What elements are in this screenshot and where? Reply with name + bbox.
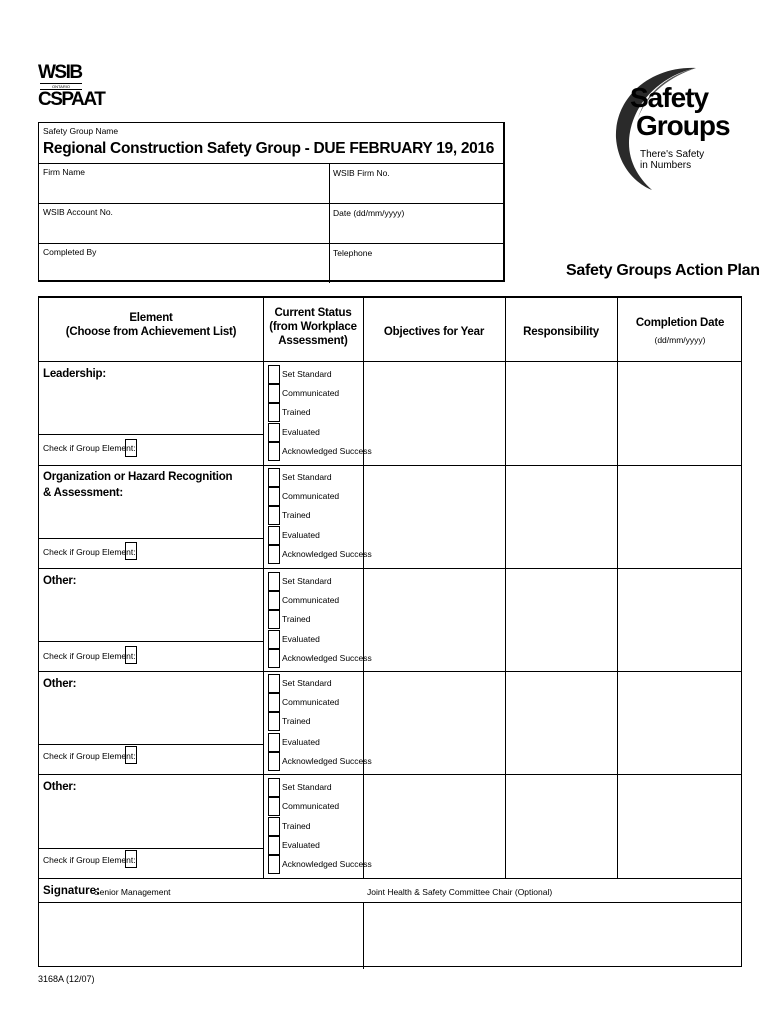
row-5-element-title: Other: xyxy=(43,781,77,793)
col-header-element xyxy=(39,311,263,339)
status-label: Evaluated xyxy=(282,737,320,747)
col-header-responsibility: Responsibility xyxy=(523,326,599,338)
status-label: Acknowledged Success xyxy=(282,549,372,559)
signature-senior-management-label: Senior Management xyxy=(94,887,171,897)
wsib-logo-ontario: ONTARIO xyxy=(40,83,82,90)
row-3-status-acknowledged[interactable] xyxy=(268,649,372,668)
status-label: Trained xyxy=(282,510,311,520)
status-label: Communicated xyxy=(282,697,340,707)
row-4-status-evaluated[interactable] xyxy=(268,733,364,752)
status-label: Set Standard xyxy=(282,369,332,379)
row-1-status-set-standard[interactable] xyxy=(268,365,364,384)
status-label: Set Standard xyxy=(282,472,332,482)
col-header-element-line2: (Choose from Achievement List) xyxy=(65,326,237,338)
safety-logo-word: Safety xyxy=(630,82,709,113)
row-2-status-trained[interactable] xyxy=(268,506,364,525)
status-label: Communicated xyxy=(282,801,340,811)
row-2-status-communicated[interactable] xyxy=(268,487,364,506)
wsib-logo-text: WSIB xyxy=(38,62,82,83)
row-3-element-title: Other: xyxy=(43,575,77,587)
col-header-completion-format: (dd/mm/yyyy) xyxy=(654,335,706,345)
row-2-status-set-standard[interactable] xyxy=(268,468,364,487)
status-label: Communicated xyxy=(282,388,340,398)
status-label: Set Standard xyxy=(282,678,332,688)
row-1-status-communicated[interactable] xyxy=(268,384,364,403)
row-2-element-title xyxy=(43,469,232,501)
status-label: Communicated xyxy=(282,595,340,605)
status-label: Evaluated xyxy=(282,840,320,850)
account-no-label: WSIB Account No. xyxy=(43,207,113,217)
col-header-status-line2: (from Workplace xyxy=(269,321,357,333)
safety-groups-logo xyxy=(600,62,740,202)
col-header-status xyxy=(263,306,363,348)
col-header-element-line1: Element xyxy=(129,312,173,324)
row-4-group-check-label: Check if Group Element: xyxy=(43,751,136,761)
signature-label: Signature: xyxy=(43,885,100,897)
row-4-status-trained[interactable] xyxy=(268,712,364,731)
row-2-element-title-line2: & Assessment: xyxy=(43,487,124,499)
row-3-status-trained[interactable] xyxy=(268,610,364,629)
row-4-group-checkbox[interactable] xyxy=(125,746,137,764)
header-info-box xyxy=(38,122,505,282)
row-3-status-set-standard[interactable] xyxy=(268,572,364,591)
col-header-completion: Completion Date xyxy=(635,317,725,329)
status-label: Trained xyxy=(282,407,311,417)
status-label: Trained xyxy=(282,716,311,726)
status-label: Evaluated xyxy=(282,530,320,540)
firm-no-label: WSIB Firm No. xyxy=(333,168,390,178)
groups-logo-word: Groups xyxy=(636,110,730,141)
status-label: Acknowledged Success xyxy=(282,653,372,663)
signature-jhsc-label: Joint Health & Safety Committee Chair (Optional) xyxy=(367,887,553,897)
group-name-label: Safety Group Name xyxy=(43,126,119,136)
row-2-group-check-label: Check if Group Element: xyxy=(43,547,136,557)
status-label: Set Standard xyxy=(282,782,332,792)
row-3-group-checkbox[interactable] xyxy=(125,646,137,664)
row-3-status-evaluated[interactable] xyxy=(268,630,364,649)
status-label: Communicated xyxy=(282,491,340,501)
row-2-element-title-line1: Organization or Hazard Recognition xyxy=(43,471,233,483)
cspaat-logo-text: CSPAAT xyxy=(38,89,105,110)
row-3-status-communicated[interactable] xyxy=(268,591,364,610)
row-3-group-check-label: Check if Group Element: xyxy=(43,651,136,661)
row-4-element-title: Other: xyxy=(43,678,77,690)
row-5-status-acknowledged[interactable] xyxy=(268,855,372,874)
row-5-group-checkbox[interactable] xyxy=(125,850,137,868)
status-label: Evaluated xyxy=(282,427,320,437)
status-label: Trained xyxy=(282,821,311,831)
form-number: 3168A (12/07) xyxy=(38,974,95,984)
row-1-status-evaluated[interactable] xyxy=(268,423,364,442)
status-label: Set Standard xyxy=(282,576,332,586)
row-5-group-check-label: Check if Group Element: xyxy=(43,855,136,865)
group-name-value[interactable]: Regional Construction Safety Group - DUE FEBRUARY 19, 2016 xyxy=(43,140,495,157)
row-1-group-check-label: Check if Group Element: xyxy=(43,443,136,453)
action-plan-table xyxy=(38,296,742,967)
row-2-status-evaluated[interactable] xyxy=(268,526,364,545)
signature-jhsc-field[interactable] xyxy=(364,902,742,968)
row-5-status-set-standard[interactable] xyxy=(268,778,364,797)
firm-name-label: Firm Name xyxy=(43,167,86,177)
plan-title: Safety Groups Action Plan xyxy=(566,262,760,279)
row-1-group-checkbox[interactable] xyxy=(125,439,137,457)
col-header-status-line1: Current Status xyxy=(274,307,352,319)
status-label: Acknowledged Success xyxy=(282,446,372,456)
row-2-status-acknowledged[interactable] xyxy=(268,545,372,564)
logo-tagline: There's Safety in Numbers xyxy=(640,149,705,171)
col-header-objectives: Objectives for Year xyxy=(383,326,485,338)
signature-senior-management-field[interactable] xyxy=(39,902,363,968)
status-label: Evaluated xyxy=(282,634,320,644)
row-2-group-checkbox[interactable] xyxy=(125,542,137,560)
col-header-status-line3: Assessment) xyxy=(278,335,348,347)
row-1-status-acknowledged[interactable] xyxy=(268,442,372,461)
row-1-element-title: Leadership: xyxy=(43,368,106,380)
row-1-status-trained[interactable] xyxy=(268,403,364,422)
wsib-logo xyxy=(38,62,105,114)
row-4-status-communicated[interactable] xyxy=(268,693,364,712)
row-4-status-acknowledged[interactable] xyxy=(268,752,372,771)
row-5-status-communicated[interactable] xyxy=(268,797,364,816)
completed-by-label: Completed By xyxy=(43,247,97,257)
row-5-status-evaluated[interactable] xyxy=(268,836,364,855)
row-5-status-trained[interactable] xyxy=(268,817,364,836)
status-label: Acknowledged Success xyxy=(282,756,372,766)
row-4-status-set-standard[interactable] xyxy=(268,674,364,693)
status-label: Trained xyxy=(282,614,311,624)
status-label: Acknowledged Success xyxy=(282,859,372,869)
telephone-label: Telephone xyxy=(333,248,373,258)
date-label: Date (dd/mm/yyyy) xyxy=(333,208,405,218)
